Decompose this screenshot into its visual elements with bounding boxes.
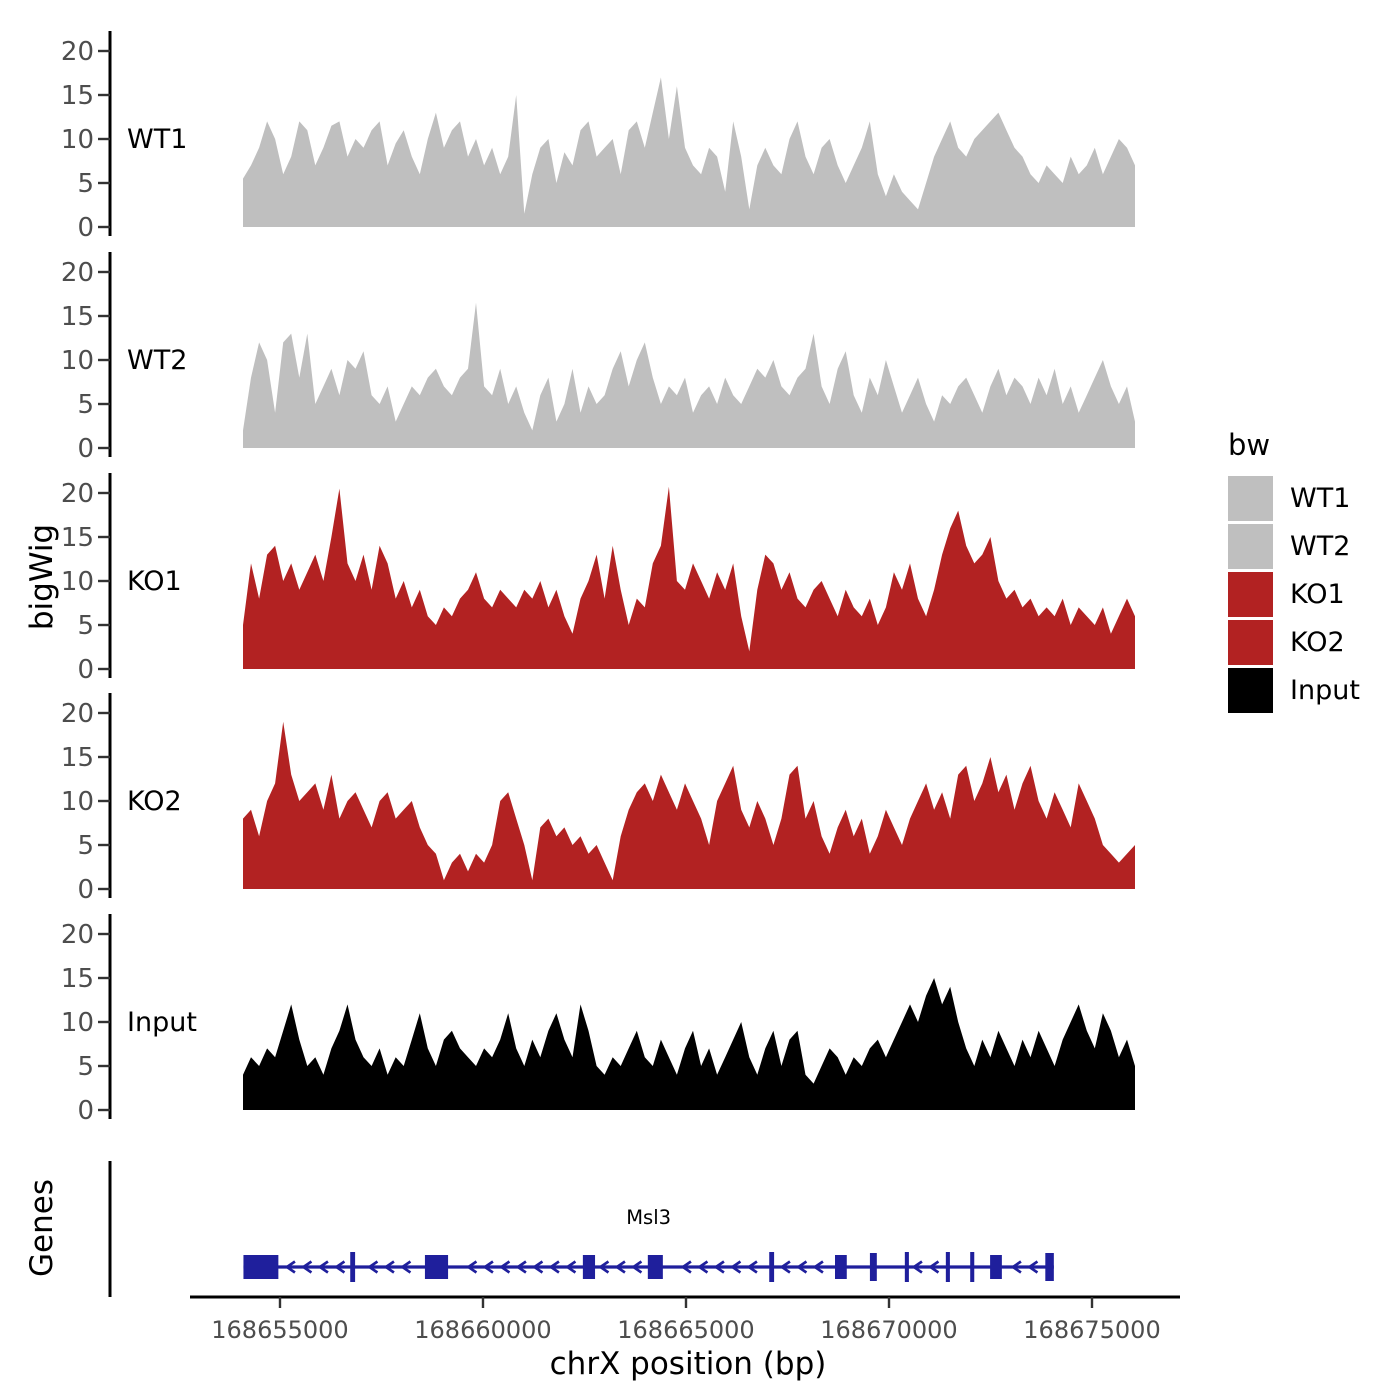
x-axis: [190, 1297, 1180, 1344]
legend-item-KO2: [1228, 620, 1360, 665]
legend-item-WT1: [1228, 476, 1360, 521]
x-tick-label: 168670000: [820, 1316, 958, 1344]
y-tick-label: 5: [77, 169, 94, 199]
y-tick-label: 20: [60, 699, 94, 729]
track-label-KO2: KO2: [127, 786, 182, 817]
track-label-Input: Input: [127, 1007, 197, 1038]
y-tick-label: 10: [60, 346, 94, 376]
gene-exon: [243, 1255, 278, 1279]
y-tick-label: 0: [77, 213, 94, 243]
y-tick-label: 10: [60, 125, 94, 155]
legend-label: WT1: [1290, 483, 1351, 514]
track-label-KO1: KO1: [127, 566, 182, 597]
y-tick-label: 15: [60, 743, 94, 773]
gene-exon: [583, 1255, 595, 1279]
y-tick-label: 20: [60, 37, 94, 67]
track-label-WT2: WT2: [127, 345, 188, 376]
coverage-area-WT2: [243, 303, 1135, 448]
y-tick-label: 5: [77, 390, 94, 420]
legend-label: KO2: [1290, 627, 1345, 658]
y-tick-label: 20: [60, 920, 94, 950]
gene-exon: [425, 1255, 448, 1279]
legend-label: KO1: [1290, 579, 1345, 610]
x-axis-title: chrX position (bp): [549, 1346, 827, 1382]
y-axis-title: bigWig: [24, 523, 60, 631]
y-tick-label: 5: [77, 1052, 94, 1082]
legend-label: Input: [1290, 675, 1360, 706]
track-WT2: [61, 252, 1135, 464]
y-tick-label: 10: [60, 567, 94, 597]
y-tick-label: 0: [77, 434, 94, 464]
legend-title: bw: [1228, 428, 1271, 462]
track-WT1: [61, 31, 1135, 243]
gene-exon: [648, 1255, 663, 1279]
legend-swatch-icon: [1228, 476, 1273, 521]
gene-exon: [870, 1253, 877, 1281]
legend-item-WT2: [1228, 524, 1360, 569]
legend-label: WT2: [1290, 531, 1351, 562]
y-tick-label: 5: [77, 611, 94, 641]
legend-swatch-icon: [1228, 524, 1273, 569]
y-tick-label: 15: [60, 523, 94, 553]
coverage-area-WT1: [243, 77, 1135, 227]
x-tick-label: 168675000: [1023, 1316, 1161, 1344]
track-KO1: [61, 473, 1135, 685]
y-tick-label: 20: [60, 479, 94, 509]
x-tick-label: 168660000: [414, 1316, 552, 1344]
gene-name-label: Msl3: [626, 1206, 672, 1229]
y-tick-label: 10: [60, 1008, 94, 1038]
x-tick-label: 168655000: [211, 1316, 349, 1344]
y-tick-label: 20: [60, 258, 94, 288]
y-tick-label: 0: [77, 655, 94, 685]
legend-item-Input: [1228, 668, 1360, 713]
track-KO2: [61, 693, 1135, 905]
gene-exon: [350, 1252, 355, 1282]
legend-swatch-icon: [1228, 620, 1273, 665]
gene-track: [110, 1161, 1054, 1297]
track-label-WT1: WT1: [127, 124, 188, 155]
gene-exon: [769, 1252, 774, 1282]
gene-exon: [905, 1252, 909, 1282]
y-tick-label: 0: [77, 875, 94, 905]
legend-swatch-icon: [1228, 668, 1273, 713]
gene-exon: [946, 1252, 950, 1282]
coverage-area-KO1: [243, 487, 1135, 669]
y-tick-label: 15: [60, 302, 94, 332]
legend-item-KO1: [1228, 572, 1360, 617]
y-tick-label: 15: [60, 81, 94, 111]
gene-exon: [990, 1255, 1002, 1279]
legend-items: [1228, 476, 1360, 713]
legend-swatch-icon: [1228, 572, 1273, 617]
y-tick-label: 10: [60, 787, 94, 817]
legend: [1228, 428, 1360, 716]
y-tick-label: 15: [60, 964, 94, 994]
coverage-area-KO2: [243, 722, 1135, 889]
y-tick-label: 5: [77, 831, 94, 861]
genes-axis-title: Genes: [24, 1179, 60, 1277]
gene-exon: [970, 1252, 974, 1282]
gene-exon: [835, 1255, 847, 1279]
coverage-area-Input: [243, 978, 1135, 1110]
gene-exon: [1045, 1253, 1054, 1281]
y-tick-label: 0: [77, 1096, 94, 1126]
track-Input: [61, 914, 1135, 1126]
x-tick-label: 168665000: [617, 1316, 755, 1344]
